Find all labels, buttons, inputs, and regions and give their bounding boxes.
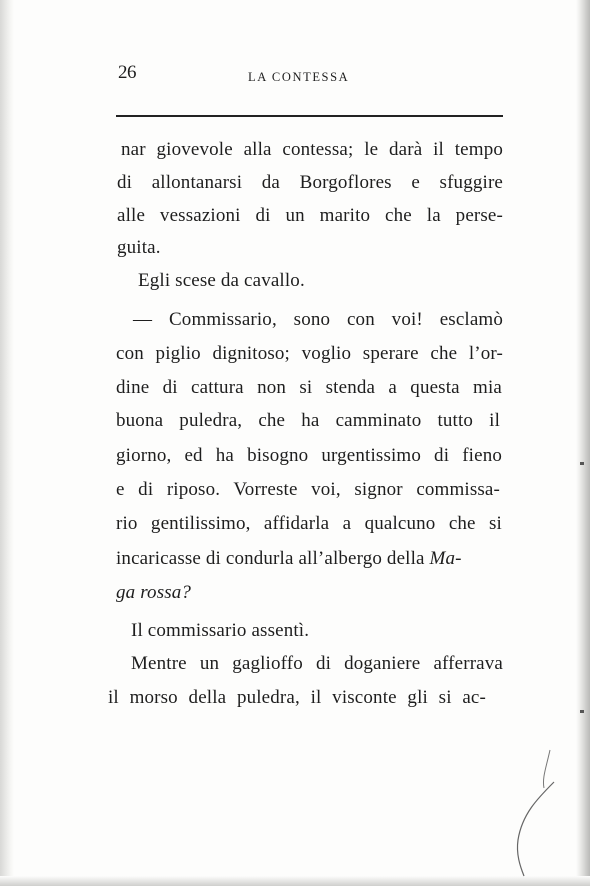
pencil-mark xyxy=(502,748,562,878)
text-line: giorno, ed ha bisogno urgentissimo di fieno xyxy=(116,445,502,466)
text-line: nar giovevole alla contessa; le darà il tempo xyxy=(121,139,503,160)
text-line: guita. xyxy=(117,237,161,258)
text-line: Il commissario assentì. xyxy=(131,620,310,641)
text-line xyxy=(116,582,191,604)
italic-text: Ma- xyxy=(429,548,462,569)
text-line: Egli scese da cavallo. xyxy=(138,270,305,291)
text-line: rio gentilissimo, affidarla a qualcuno che si xyxy=(116,513,502,534)
text-line: buona puledra, che ha camminato tutto il xyxy=(116,410,500,431)
running-title: LA CONTESSA xyxy=(248,70,350,84)
margin-mark xyxy=(580,462,584,465)
text-line: con piglio dignitoso; voglio sperare che l’or- xyxy=(116,343,503,364)
text-line: — Commissario, sono con voi! esclamò xyxy=(133,309,503,330)
text-line: di allontanarsi da Borgoflores e sfuggire xyxy=(117,172,503,193)
text-line: incaricasse di condurla all’albergo della Ma- xyxy=(116,548,462,569)
text-line: dine di cattura non si stenda a questa mia xyxy=(116,377,502,398)
text-line: e di riposo. Vorreste voi, signor commissa- xyxy=(116,479,500,500)
text-line: alle vessazioni di un marito che la perse- xyxy=(117,205,503,226)
page-number: 26 xyxy=(118,62,136,83)
margin-mark xyxy=(580,710,584,713)
italic-text: ga rossa? xyxy=(116,582,192,603)
text-line: Mentre un gaglioffo di doganiere afferrava xyxy=(131,653,503,674)
text-line: il morso della puledra, il visconte gli si ac- xyxy=(108,687,486,708)
